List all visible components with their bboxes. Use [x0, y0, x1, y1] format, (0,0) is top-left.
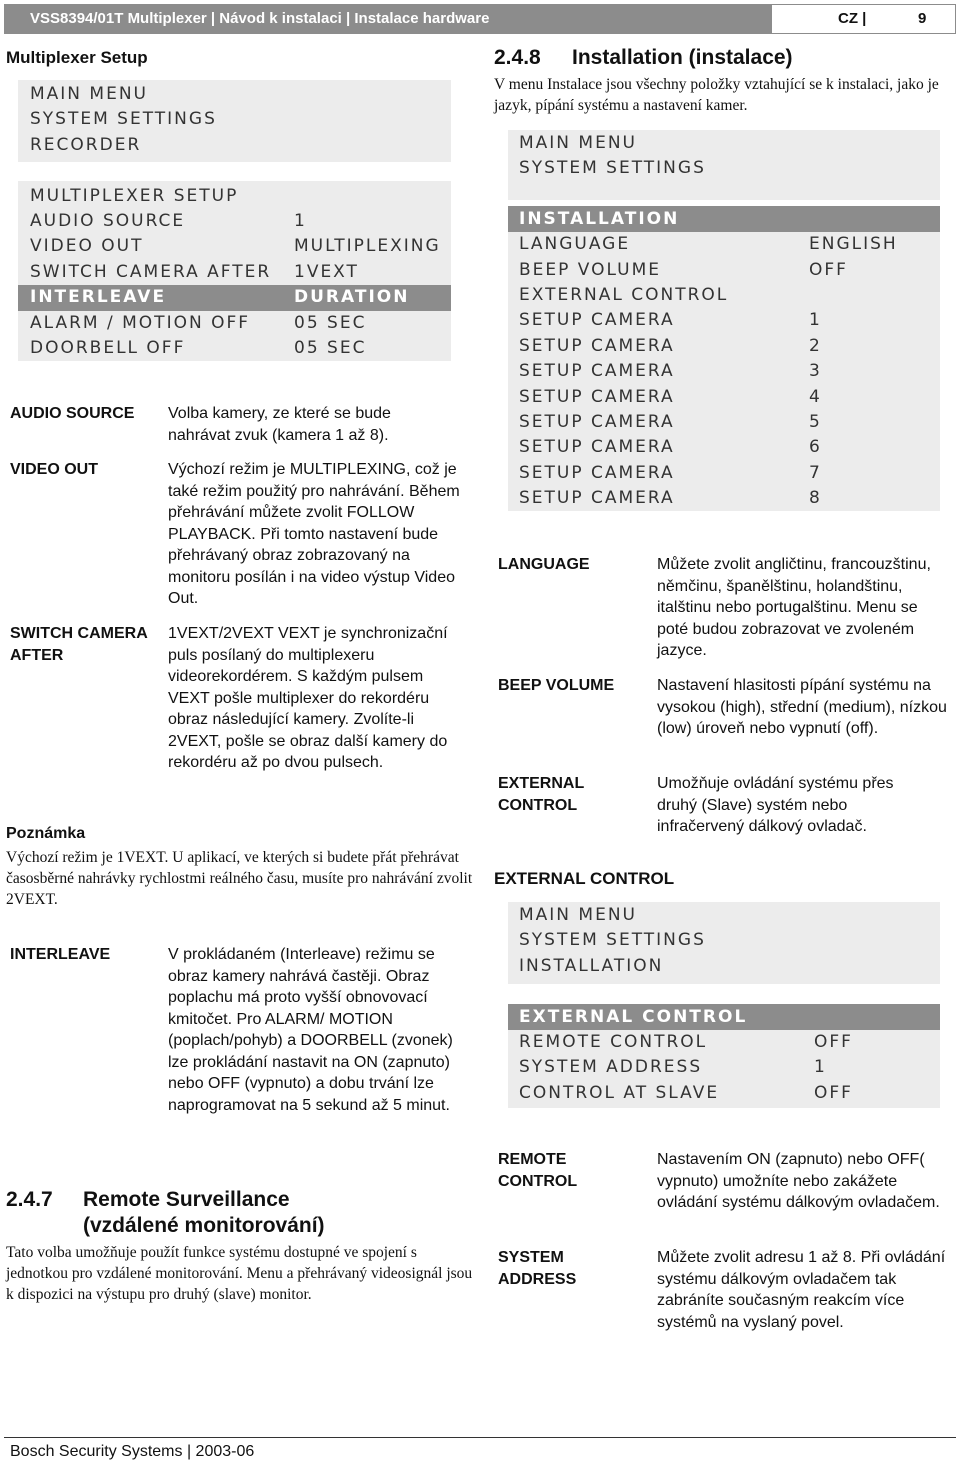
menu3-label: SYSTEM ADDRESS: [519, 1057, 703, 1077]
menu2-label: LANGUAGE: [519, 234, 631, 254]
menu1-value: MULTIPLEXING: [294, 236, 441, 256]
term-system-address: SYSTEM ADDRESS: [498, 1249, 577, 1288]
section-title-multiplexer-setup: Multiplexer Setup: [6, 48, 148, 67]
heading-247-line1: Remote Surveillance: [83, 1188, 290, 1211]
menu2-label: SETUP CAMERA: [519, 361, 675, 381]
menu2-label: SETUP CAMERA: [519, 412, 675, 432]
menu3-value: 1: [814, 1057, 827, 1077]
menu1-label: RECORDER: [30, 135, 142, 155]
menu2-value: 3: [809, 361, 822, 381]
menu2-label: SYSTEM SETTINGS: [519, 158, 706, 178]
term-audio-source: AUDIO SOURCE: [10, 405, 135, 422]
menu2-label: SETUP CAMERA: [519, 310, 675, 330]
desc-video-out: Výchozí režim je MULTIPLEXING, což je také režim použitý pro nahrávání. Během přehrávání můžete zvolit FOLLOW PLAYBACK. Při tomto nastavení bude přehrávaný obraz zobrazovaný na monitoru posílán i na video výstup Video Out.: [168, 461, 460, 607]
menu1-value: 1: [294, 211, 307, 231]
menu1-value: 05 SEC: [294, 313, 367, 333]
menu2-value: 8: [809, 488, 822, 508]
desc-remote-control: Nastavením ON (zapnuto) nebo OFF( vypnuto) umožníte nebo zakážete ovládání systému dálkovým ovladačem.: [657, 1151, 940, 1211]
desc-system-address: Můžete zvolit adresu 1 až 8. Při ovládání systému dálkovým ovladačem tak zabráníte současným reakcím více systémů na vyslaný povel.: [657, 1249, 946, 1331]
menu1-value: 1VEXT: [294, 262, 359, 282]
menu1-label: AUDIO SOURCE: [30, 211, 186, 231]
heading-248-text: V menu Instalace jsou všechny položky vztahující se k instalaci, jako je jazyk, pípání systému a nastavení kamer.: [494, 76, 939, 114]
menu3-label: EXTERNAL CONTROL: [519, 1007, 748, 1027]
menu1-value: DURATION: [294, 287, 410, 307]
header-title: VSS8394/01T Multiplexer | Návod k instalaci | Instalace hardware: [30, 10, 490, 27]
desc-language: Můžete zvolit angličtinu, francouzštinu, němčinu, španělštinu, holandštinu, italštinu nebo portugalštinu. Menu se poté budou zobrazovat ve zvoleném jazyce.: [657, 556, 931, 659]
menu2-value: 1: [809, 310, 822, 330]
desc-beep-volume: Nastavení hlasitosti pípání systému na vysokou (high), střední (medium), nízkou (low) úroveň nebo vypnutí (off).: [657, 677, 947, 737]
menu2-label: SETUP CAMERA: [519, 488, 675, 508]
menu3-label: SYSTEM SETTINGS: [519, 930, 706, 950]
term-external-control: EXTERNAL CONTROL: [498, 775, 584, 814]
heading-247-line2: (vzdálené monitorování): [83, 1214, 325, 1237]
menu1-label: INTERLEAVE: [30, 287, 167, 307]
menu1-label: DOORBELL OFF: [30, 338, 186, 358]
term-remote-control: REMOTE CONTROL: [498, 1151, 578, 1190]
menu3-value: OFF: [814, 1032, 853, 1052]
term-video-out: VIDEO OUT: [10, 461, 99, 478]
menu2-value: 7: [809, 463, 822, 483]
term-interleave: INTERLEAVE: [10, 946, 111, 963]
term-beep-volume: BEEP VOLUME: [498, 677, 615, 694]
menu2-value: 2: [809, 336, 822, 356]
menu3-value: OFF: [814, 1083, 853, 1103]
menu3-label: INSTALLATION: [519, 956, 664, 976]
page-number: 9: [918, 10, 927, 27]
menu2-label: SETUP CAMERA: [519, 387, 675, 407]
menu3-label: MAIN MENU: [519, 905, 637, 925]
menu2-label: SETUP CAMERA: [519, 336, 675, 356]
menu1-label: ALARM / MOTION OFF: [30, 313, 251, 333]
menu2-label: SETUP CAMERA: [519, 463, 675, 483]
menu1-label: MAIN MENU: [30, 84, 148, 104]
menu1-value: 05 SEC: [294, 338, 367, 358]
menu2-label: MAIN MENU: [519, 133, 637, 153]
menu2-value: 6: [809, 437, 822, 457]
menu2-value: ENGLISH: [809, 234, 898, 254]
footer-divider: [4, 1437, 956, 1438]
menu1-label: VIDEO OUT: [30, 236, 144, 256]
section-title-external-control: EXTERNAL CONTROL: [494, 869, 675, 888]
menu3-label: REMOTE CONTROL: [519, 1032, 708, 1052]
menu2-label: BEEP VOLUME: [519, 260, 661, 280]
heading-247-number: 2.4.7: [6, 1188, 53, 1211]
term-switch-camera-after: SWITCH CAMERA AFTER: [10, 625, 148, 664]
heading-247-text: Tato volba umožňuje použít funkce systému dostupné ve spojení s jednotkou pro vzdálené monitorování. Menu a přehrávaný videosignál jsou k dispozici na výstupu pro druhý (slave) monitor.: [6, 1244, 473, 1303]
desc-audio-source: Volba kamery, ze které se bude nahrávat zvuk (kamera 1 až 8).: [168, 405, 391, 444]
note-text: Výchozí režim je 1VEXT. U aplikací, ve kterých si budete přát přehrávat časosběrné nahrávky rychlostmi reálného času, musíte pro nahrávání zvolit 2VEXT.: [6, 849, 473, 908]
heading-248-title: Installation (instalace): [572, 46, 793, 69]
menu2-value: 5: [809, 412, 822, 432]
menu2-value: 4: [809, 387, 822, 407]
menu1-label: SYSTEM SETTINGS: [30, 109, 217, 129]
menu2-value: OFF: [809, 260, 848, 280]
desc-interleave: V prokládaném (Interleave) režimu se obraz kamery nahrává častěji. Obraz poplachu má proto vyšší obnovovací kmitočet. Pro ALARM/ MOTION (poplach/pohyb) a DOORBELL (zvonek) lze prokládání nastavit na ON (zapnuto) nebo OFF (vypnuto) a dobu trvání lze naprogramovat na 5 sekund až 5 minut.: [168, 946, 453, 1114]
term-language: LANGUAGE: [498, 556, 590, 573]
header-language: CZ |: [838, 10, 867, 27]
footer-text: Bosch Security Systems | 2003-06: [10, 1443, 255, 1460]
menu1-label: MULTIPLEXER SETUP: [30, 186, 239, 206]
note-title: Poznámka: [6, 825, 86, 842]
menu2-label: EXTERNAL CONTROL: [519, 285, 729, 305]
heading-248-number: 2.4.8: [494, 46, 541, 69]
desc-switch-camera-after: 1VEXT/2VEXT VEXT je synchronizační puls posílaný do multiplexeru videorekordérem. S každým pulsem VEXT pošle multiplexer do rekordéru obraz následující kamery. Zvolíte-li 2VEXT, pošle se obraz další kamery do rekordéru až po dvou pulsech.: [168, 625, 448, 771]
menu1-label: SWITCH CAMERA AFTER: [30, 262, 272, 282]
desc-external-control: Umožňuje ovládání systému přes druhý (Slave) systém nebo infračervený dálkový ovladač.: [657, 775, 894, 835]
menu3-label: CONTROL AT SLAVE: [519, 1083, 720, 1103]
menu2-label: SETUP CAMERA: [519, 437, 675, 457]
menu2-label: INSTALLATION: [519, 209, 680, 229]
